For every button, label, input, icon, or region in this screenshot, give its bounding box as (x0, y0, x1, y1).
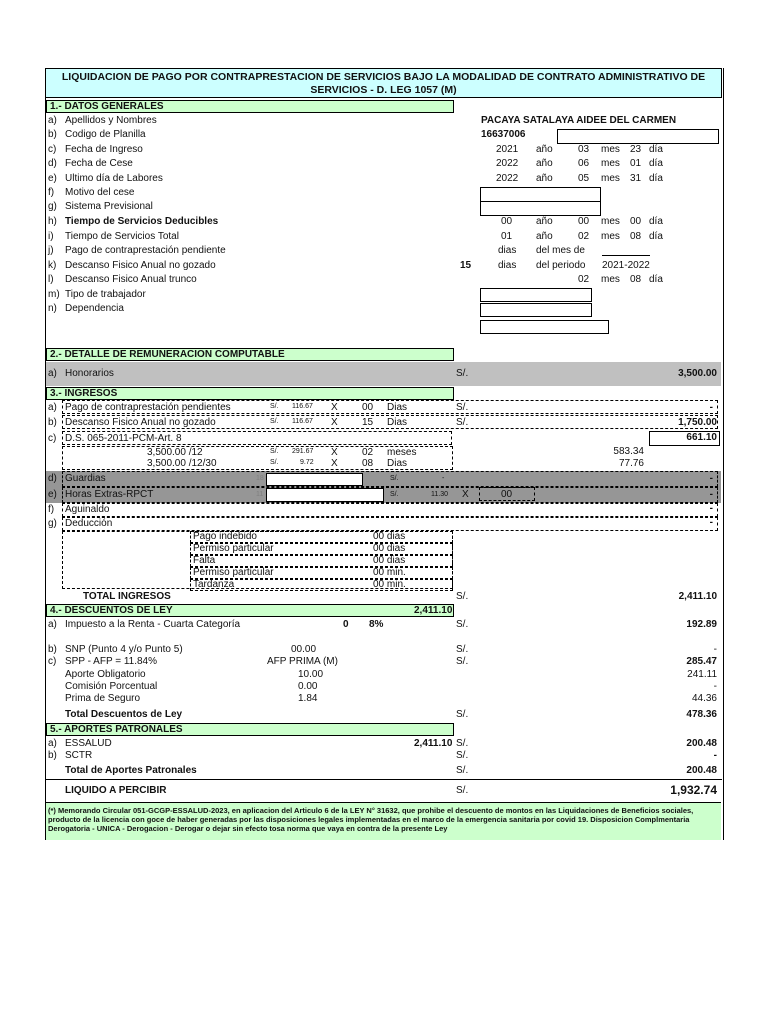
cese-day: 01 (630, 158, 642, 169)
row-label: Ultimo día de Labores (65, 173, 163, 184)
row-letter: b) (48, 129, 57, 140)
day-word: día (649, 173, 663, 184)
apo-a-currency: S/. (456, 738, 469, 749)
honorarios-label: Honorarios (65, 368, 114, 379)
c2-base: 3,500.00 /12/30 (147, 458, 217, 469)
afp-sub-value: - (713, 681, 717, 692)
month-word: mes (601, 231, 620, 242)
ing-e-rate: 11.30 (431, 491, 448, 498)
ing-e-letter: e) (48, 489, 57, 500)
ing-e-faint: 11 (256, 491, 264, 498)
cese-month: 06 (578, 158, 590, 169)
c1-x: X (331, 447, 338, 458)
year-word: año (536, 144, 553, 155)
row-label: Tipo de trabajador (65, 289, 146, 300)
total-descuentos-currency: S/. (456, 709, 469, 720)
row-label: Pago de contraprestación pendiente (65, 245, 226, 256)
row-letter: f) (48, 187, 55, 198)
j-month-blank (602, 255, 650, 256)
month-word: mes (601, 144, 620, 155)
afp-sub-label: Comisión Porcentual (65, 681, 158, 692)
ing-a-unit: Dias (387, 402, 408, 413)
row-label: Sistema Previsional (65, 201, 153, 212)
ing-a-label: Pago de contraprestación pendientes (65, 402, 231, 413)
apo-b-value: - (713, 750, 717, 761)
total-aportes-label: Total de Aportes Patronales (65, 765, 197, 776)
tipo-trabajador-field[interactable] (480, 288, 592, 302)
total-descuentos-value: 478.36 (686, 709, 717, 720)
ing-b-x: X (331, 417, 338, 428)
document-title: LIQUIDACION DE PAGO POR CONTRAPRESTACION DE SERVICIOS BAJO LA MODALIDAD DE CONTRATO ADMINISTRATIVO DE SERVICIOS - D. LEG 1057 (M) (45, 68, 722, 98)
c1-unit: meses (387, 447, 417, 458)
motivo-cese-field[interactable] (480, 187, 601, 202)
ing-f-value: - (709, 503, 713, 514)
desc-a-n: 0 (343, 619, 349, 630)
k-periodo-word: del periodo (536, 260, 586, 271)
deduction-label: Tardanza (193, 579, 235, 590)
afp-sub-rate: 0.00 (298, 681, 318, 692)
deducibles-day: 00 (630, 216, 642, 227)
apo-a-label: ESSALUD (65, 738, 112, 749)
ultimo-day: 31 (630, 173, 642, 184)
afp-sub-value: 44.36 (691, 693, 717, 704)
apo-b-label: SCTR (65, 750, 93, 761)
row-letter: h) (48, 216, 57, 227)
dependencia-field[interactable] (480, 303, 592, 317)
desc-b-label: SNP (Punto 4 y/o Punto 5) (65, 644, 183, 655)
trunco-month: 02 (578, 274, 590, 285)
ing-a-qty: 00 (362, 402, 374, 413)
row-label: Tiempo de Servicios Total (65, 231, 179, 242)
code-extra-field[interactable] (557, 129, 719, 144)
afp-sub-rate: 10.00 (298, 669, 324, 680)
afp-sub-label: Aporte Obligatorio (65, 669, 146, 680)
honorarios-currency: S/. (456, 368, 469, 379)
desc-c-letter: c) (48, 656, 57, 667)
row-letter: k) (48, 260, 57, 271)
deduction-label: Permiso particular (193, 567, 274, 578)
desc-a-pct: 8% (369, 619, 384, 630)
total-ingresos-label: TOTAL INGRESOS (83, 591, 171, 602)
liquido-label: LIQUIDO A PERCIBIR (65, 785, 167, 796)
row-letter: c) (48, 144, 57, 155)
apo-a-base: 2,411.10 (414, 738, 453, 749)
year-word: año (536, 173, 553, 184)
year-word: año (536, 158, 553, 169)
ing-d-label: Guardias (65, 473, 106, 484)
day-word: día (649, 274, 663, 285)
horas-extras-field[interactable] (266, 488, 384, 502)
desc-c-value: 285.47 (686, 656, 717, 667)
c2-rate: 9.72 (300, 459, 314, 466)
ing-b-label: Descanso Fisico Anual no gozado (65, 417, 216, 428)
afp-sub-label: Prima de Seguro (65, 693, 141, 704)
ing-g-letter: g) (48, 518, 57, 529)
year-word: año (536, 216, 553, 227)
ing-e-label: Horas Extras-RPCT (65, 489, 154, 500)
row-letter: j) (48, 245, 54, 256)
divider (45, 779, 722, 780)
ing-b-letter: b) (48, 417, 57, 428)
row-label: Fecha de Cese (65, 158, 133, 169)
deducibles-year: 00 (501, 216, 513, 227)
desc-b-letter: b) (48, 644, 57, 655)
afp-sub-value: 241.11 (687, 669, 717, 680)
ing-g-value: - (709, 517, 713, 528)
row-letter: e) (48, 173, 57, 184)
honorarios-letter: a) (48, 368, 57, 379)
total-aportes-value: 200.48 (686, 765, 717, 776)
apo-a-value: 200.48 (686, 738, 717, 749)
ing-e-qty: 00 (501, 489, 513, 500)
afp-sub-rate: 1.84 (298, 693, 318, 704)
desc-a-currency: S/. (456, 619, 469, 630)
ing-d-faint: 18 (256, 475, 264, 482)
ingreso-month: 03 (578, 144, 590, 155)
c2-s: S/. (270, 459, 279, 466)
cese-year: 2022 (496, 158, 519, 169)
c1-value: 583.34 (613, 446, 644, 457)
trunco-day: 08 (630, 274, 642, 285)
ing-a-value: - (709, 402, 713, 413)
row-label: Codigo de Planilla (65, 129, 146, 140)
desc-a-label: Impuesto a la Renta - Cuarta Categoría (65, 619, 241, 630)
k-days: 15 (460, 260, 472, 271)
deduction-value: 00 min. (373, 567, 406, 578)
deduction-label: Pago indebido (193, 531, 257, 542)
ing-b-unit: Dias (387, 417, 408, 428)
row-letter: i) (48, 231, 54, 242)
row-label: Dependencia (65, 303, 124, 314)
day-word: día (649, 216, 663, 227)
ing-a-letter: a) (48, 402, 57, 413)
total-day: 08 (630, 231, 642, 242)
deduction-value: 00 dias (373, 531, 406, 542)
liquido-currency: S/. (456, 785, 469, 796)
ing-d-dash: - (442, 475, 445, 482)
row-letter: g) (48, 201, 57, 212)
month-word: mes (601, 274, 620, 285)
ingreso-year: 2021 (496, 144, 519, 155)
row-letter: n) (48, 303, 57, 314)
deduction-label: Permiso particular (193, 543, 274, 554)
deduction-label: Falta (193, 555, 216, 566)
section-1-header: 1.- DATOS GENERALES (46, 100, 454, 113)
c1-qty: 02 (362, 447, 374, 458)
ing-a-currency: S/. (456, 402, 469, 413)
section-2-header: 2.- DETALLE DE REMUNERACION COMPUTABLE (46, 348, 454, 361)
row-label: Tiempo de Servicios Deducibles (65, 216, 219, 227)
total-month: 02 (578, 231, 590, 242)
deduction-value: 00 dias (373, 543, 406, 554)
ing-d-s: S/. (390, 475, 399, 482)
day-word: día (649, 144, 663, 155)
row-label: Motivo del cese (65, 187, 135, 198)
apo-b-currency: S/. (456, 750, 469, 761)
c2-unit: Dias (387, 458, 408, 469)
month-word: mes (601, 216, 620, 227)
ing-a-s: S/. (270, 403, 279, 410)
deducibles-month: 00 (578, 216, 590, 227)
section-3-header: 3.- INGRESOS (46, 387, 454, 400)
desc-c-mid: AFP PRIMA (M) (267, 656, 338, 667)
guardias-field[interactable] (266, 473, 363, 486)
row-label: Apellidos y Nombres (65, 115, 157, 126)
row-letter: a) (48, 115, 57, 126)
employee-code: 16637006 (481, 129, 526, 140)
k-period: 2021-2022 (602, 260, 650, 271)
section-4-header: 4.- DESCUENTOS DE LEY (46, 604, 454, 617)
desc-b-mid: 00.00 (291, 644, 317, 655)
legal-note: (*) Memorando Circular 051-GCGP-ESSALUD-2023, en aplicacion del Articulo 6 de la LEY N° 31632, que prohibe el descuento de montos en las Liquidaciones de Beneficios sociales, producto de la licencia con goce de haber generadas por las disposiciones legales implementadas en el marco de la emergencia sanitaria por covid 19. Disposicion Complmentaria Derogatoria - UNICA - Derogacion - Derogar o dejar sin efecto tosa norma que vaya en contra de la presente Ley (46, 802, 721, 840)
desc-a-letter: a) (48, 619, 57, 630)
deduction-row (190, 555, 453, 567)
month-word: mes (601, 173, 620, 184)
dependencia-extra-field[interactable] (480, 320, 609, 334)
row-label: Descanso Fisico Anual no gozado (65, 260, 216, 271)
ing-d-value: - (709, 473, 713, 484)
ing-e-value: - (709, 489, 713, 500)
desc-b-currency: S/. (456, 644, 469, 655)
row-label: Descanso Fisico Anual trunco (65, 274, 197, 285)
ing-g-label: Deducción (65, 518, 113, 529)
ing-d-letter: d) (48, 473, 57, 484)
ingreso-day: 23 (630, 144, 642, 155)
total-ingresos-currency: S/. (456, 591, 469, 602)
desc-c-currency: S/. (456, 656, 469, 667)
ing-b-rate: 116.67 (292, 418, 313, 425)
j-dias-word: dias (498, 245, 517, 256)
total-ingresos-value: 2,411.10 (678, 591, 717, 602)
year-word: año (536, 231, 553, 242)
ing-c-label: D.S. 065-2011-PCM-Art. 8 (65, 433, 182, 444)
employee-name: PACAYA SATALAYA AIDEE DEL CARMEN (481, 115, 677, 126)
ing-a-rate: 116.67 (292, 403, 313, 410)
ing-e-s: S/. (390, 491, 399, 498)
c1-base: 3,500.00 /12 (147, 447, 203, 458)
deduction-value: 00 dias (373, 555, 406, 566)
month-word: mes (601, 158, 620, 169)
ing-c-value: 661.10 (686, 432, 717, 443)
total-year: 01 (501, 231, 513, 242)
c2-qty: 08 (362, 458, 374, 469)
total-descuentos-label: Total Descuentos de Ley (65, 709, 183, 720)
row-label: Fecha de Ingreso (65, 144, 143, 155)
total-aportes-currency: S/. (456, 765, 469, 776)
ing-b-value: 1,750.00 (678, 417, 717, 428)
ing-f-letter: f) (48, 504, 55, 515)
row-letter: d) (48, 158, 57, 169)
ing-e-x: X (462, 489, 469, 500)
section-4-base: 2,411.10 (414, 605, 453, 616)
j-delmes-word: del mes de (536, 245, 585, 256)
sistema-previsional-field[interactable] (480, 201, 601, 216)
desc-c-label: SPP - AFP = 11.84% (65, 656, 158, 667)
c2-value: 77.76 (618, 458, 644, 469)
honorarios-value: 3,500.00 (678, 368, 717, 379)
ing-b-s: S/. (270, 418, 279, 425)
c1-rate: 291.67 (292, 448, 314, 455)
day-word: día (649, 158, 663, 169)
apo-a-letter: a) (48, 738, 57, 749)
ultimo-month: 05 (578, 173, 590, 184)
apo-b-letter: b) (48, 750, 57, 761)
deduction-value: 00 min. (373, 579, 406, 590)
ing-a-x: X (331, 402, 338, 413)
ing-b-currency: S/. (456, 417, 469, 428)
ing-f-label: Aguinaldo (65, 504, 110, 515)
row-letter: m) (48, 289, 60, 300)
liquido-value: 1,932.74 (670, 783, 717, 797)
c2-x: X (331, 458, 338, 469)
ultimo-year: 2022 (496, 173, 519, 184)
c1-s: S/. (270, 448, 279, 455)
k-dias-word: dias (498, 260, 517, 271)
desc-a-value: 192.89 (686, 619, 717, 630)
day-word: día (649, 231, 663, 242)
desc-b-value: - (713, 644, 717, 655)
ing-c-letter: c) (48, 433, 57, 444)
section-5-header: 5.- APORTES PATRONALES (46, 723, 454, 736)
ing-b-qty: 15 (362, 417, 374, 428)
row-letter: l) (48, 274, 54, 285)
